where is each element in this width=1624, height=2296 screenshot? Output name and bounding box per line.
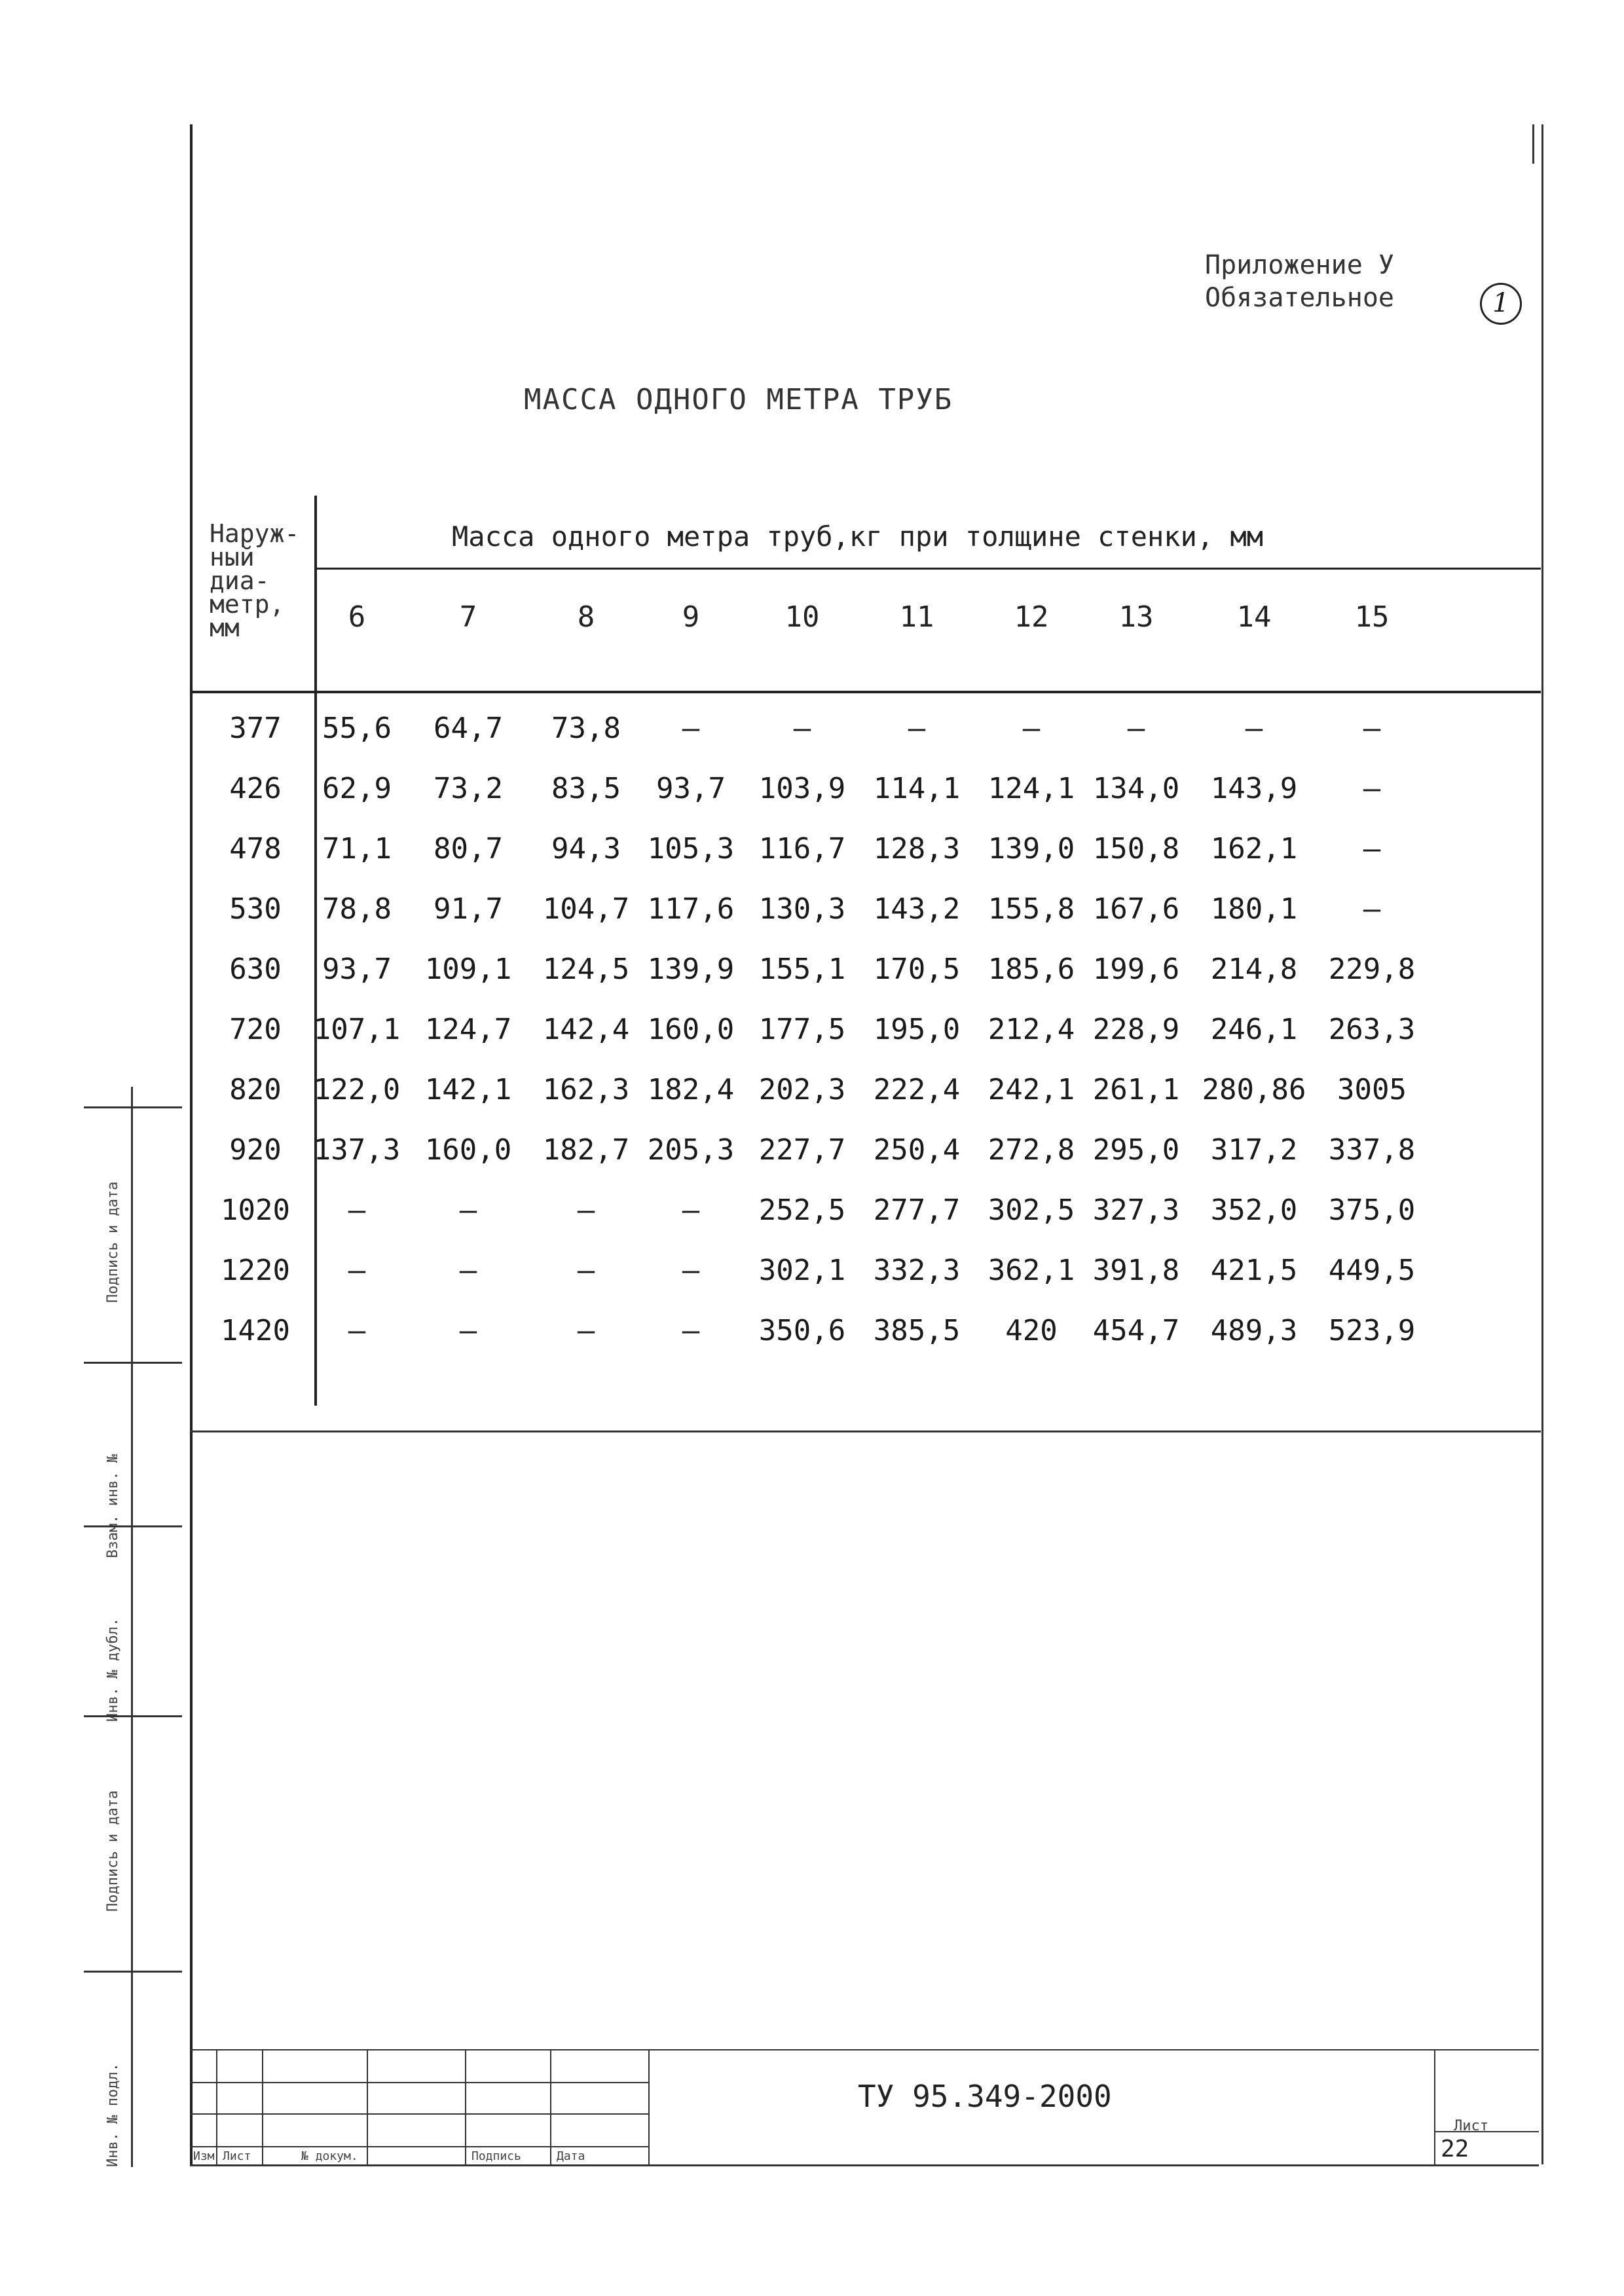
mass-cell: 177,5 — [758, 1013, 846, 1046]
title-block-caption: Изм — [193, 2149, 215, 2163]
mass-cell: – — [459, 1254, 477, 1287]
mass-cell: – — [793, 712, 811, 745]
mass-cell: 162,1 — [1210, 832, 1298, 866]
mass-cell: 62,9 — [322, 772, 392, 805]
side-stamp-label: Инв. № подл. — [105, 2063, 121, 2167]
mass-cell: 94,3 — [551, 832, 621, 866]
mass-cell: 302,5 — [987, 1194, 1075, 1227]
mass-cell: 137,3 — [313, 1133, 401, 1167]
table-row — [190, 892, 1541, 951]
mass-cell: 71,1 — [322, 832, 392, 866]
mass-cell: 182,4 — [647, 1073, 735, 1106]
mass-cell: 80,7 — [434, 832, 503, 866]
mass-cell: 124,7 — [424, 1013, 512, 1046]
mass-cell: 214,8 — [1210, 953, 1298, 986]
mass-cell: – — [682, 1194, 700, 1227]
mass-cell: 295,0 — [1092, 1133, 1180, 1167]
title-block-caption: Подпись — [471, 2149, 521, 2163]
mass-cell: 109,1 — [424, 953, 512, 986]
mass-cell: 78,8 — [322, 892, 392, 926]
mass-cell: 332,3 — [873, 1254, 961, 1287]
mass-cell: – — [348, 1254, 366, 1287]
mass-cell: – — [1363, 832, 1381, 866]
mass-cell: 142,4 — [542, 1013, 630, 1046]
mass-cell: 107,1 — [313, 1013, 401, 1046]
mass-cell: 317,2 — [1210, 1133, 1298, 1167]
mass-cell: 242,1 — [987, 1073, 1075, 1106]
frame-bottom-rule — [190, 2164, 1539, 2166]
diameter-cell: 820 — [229, 1073, 282, 1106]
mass-cell: 117,6 — [647, 892, 735, 926]
title-block-caption: Дата — [557, 2149, 585, 2163]
mass-cell: 128,3 — [873, 832, 961, 866]
diameter-cell: 530 — [229, 892, 282, 926]
diameter-cell: 720 — [229, 1013, 282, 1046]
thickness-header-cell: 14 — [1236, 600, 1272, 634]
mass-cell: 160,0 — [647, 1013, 735, 1046]
mass-cell: 142,1 — [424, 1073, 512, 1106]
thickness-header-cell: 12 — [1014, 600, 1049, 634]
table-header-bottom-rule — [190, 691, 1541, 693]
annex-circled-number: 1 — [1480, 283, 1522, 325]
mass-cell: – — [1022, 712, 1041, 745]
sheet-label: Лист — [1454, 2118, 1488, 2134]
diameter-column-header: Наруж-ный диа-метр, мм — [210, 519, 300, 642]
diameter-cell: 426 — [229, 772, 282, 805]
diameter-cell: 1420 — [221, 1314, 290, 1347]
mass-cell: 185,6 — [987, 953, 1075, 986]
mass-cell: – — [1363, 772, 1381, 805]
mass-cell: 229,8 — [1328, 953, 1416, 986]
table-row — [190, 1314, 1541, 1373]
mass-cell: 352,0 — [1210, 1194, 1298, 1227]
diameter-cell: 920 — [229, 1133, 282, 1167]
side-stamp-label: Взам. инв. № — [105, 1454, 121, 1558]
margin-tick — [1532, 124, 1534, 164]
diameter-cell: 1220 — [221, 1254, 290, 1287]
mass-cell: – — [577, 1254, 595, 1287]
mass-cell: 139,9 — [647, 953, 735, 986]
side-stamp-divider — [84, 1362, 182, 1364]
table-row — [190, 1194, 1541, 1252]
mass-cell: – — [682, 712, 700, 745]
mass-cell: – — [908, 712, 926, 745]
mass-cell: 277,7 — [873, 1194, 961, 1227]
side-stamp-divider — [84, 1525, 182, 1527]
mass-cell: 124,1 — [987, 772, 1075, 805]
mass-cell: 362,1 — [987, 1254, 1075, 1287]
mass-cell: 222,4 — [873, 1073, 961, 1106]
side-stamp-label: Инв. № дубл. — [105, 1618, 121, 1722]
table-header-rule — [316, 568, 1541, 570]
mass-cell: 143,2 — [873, 892, 961, 926]
annex-label — [1205, 249, 1394, 314]
table-row — [190, 832, 1541, 891]
mass-cell: 350,6 — [758, 1314, 846, 1347]
mass-cell: 327,3 — [1092, 1194, 1180, 1227]
mass-cell: – — [1127, 712, 1145, 745]
mass-cell: 391,8 — [1092, 1254, 1180, 1287]
mass-cell: 263,3 — [1328, 1013, 1416, 1046]
mass-cell: – — [348, 1314, 366, 1347]
annex-line-2: Обязательное — [1205, 283, 1394, 313]
mass-cell: – — [682, 1254, 700, 1287]
mass-cell: – — [459, 1314, 477, 1347]
mass-cell: – — [459, 1194, 477, 1227]
mass-cell: 180,1 — [1210, 892, 1298, 926]
table-row — [190, 772, 1541, 831]
mass-cell: 205,3 — [647, 1133, 735, 1167]
mass-cell: 73,8 — [551, 712, 621, 745]
annex-line-1: Приложение У — [1205, 250, 1394, 280]
table-row — [190, 1254, 1541, 1313]
mass-cell: 199,6 — [1092, 953, 1180, 986]
mass-cell: 250,4 — [873, 1133, 961, 1167]
table-row — [190, 712, 1541, 771]
mass-cell: 523,9 — [1328, 1314, 1416, 1347]
mass-cell: 421,5 — [1210, 1254, 1298, 1287]
page-title: МАССА ОДНОГО МЕТРА ТРУБ — [524, 383, 953, 416]
mass-cell: 420 — [1005, 1314, 1058, 1347]
mass-cell: 454,7 — [1092, 1314, 1180, 1347]
mass-cell: 116,7 — [758, 832, 846, 866]
side-stamp-label: Подпись и дата — [105, 1181, 121, 1303]
diameter-cell: 377 — [229, 712, 282, 745]
thickness-header-cell: 13 — [1118, 600, 1154, 634]
mass-cell: 212,4 — [987, 1013, 1075, 1046]
mass-cell: 261,1 — [1092, 1073, 1180, 1106]
sheet-number: 22 — [1441, 2136, 1469, 2162]
mass-cell: 139,0 — [987, 832, 1075, 866]
mass-cell: 91,7 — [434, 892, 503, 926]
diameter-cell: 478 — [229, 832, 282, 866]
thickness-header-cell: 10 — [784, 600, 820, 634]
mass-cell: 73,2 — [434, 772, 503, 805]
mass-cell: 385,5 — [873, 1314, 961, 1347]
side-stamp-divider — [84, 1971, 182, 1973]
mass-cell: 93,7 — [656, 772, 726, 805]
mass-cell: 162,3 — [542, 1073, 630, 1106]
mass-cell: 124,5 — [542, 953, 630, 986]
mass-cell: 280,86 — [1202, 1073, 1306, 1106]
thickness-span-header: Масса одного метра труб,кг при толщине стенки, мм — [452, 520, 1264, 553]
mass-cell: – — [1363, 892, 1381, 926]
mass-cell: 167,6 — [1092, 892, 1180, 926]
thickness-header-cell: 15 — [1354, 600, 1390, 634]
mass-cell: 227,7 — [758, 1133, 846, 1167]
title-block-caption: № докум. — [301, 2149, 358, 2163]
mass-cell: 155,8 — [987, 892, 1075, 926]
side-stamp-divider — [84, 1715, 182, 1717]
document-code: ТУ 95.349-2000 — [858, 2079, 1112, 2114]
thickness-header-cell: 9 — [682, 600, 700, 634]
mass-cell: 143,9 — [1210, 772, 1298, 805]
side-stamp-label: Подпись и дата — [105, 1790, 121, 1912]
mass-cell: – — [577, 1194, 595, 1227]
mass-cell: 449,5 — [1328, 1254, 1416, 1287]
side-stamp-divider — [84, 1106, 182, 1108]
diameter-cell: 630 — [229, 953, 282, 986]
mass-cell: 489,3 — [1210, 1314, 1298, 1347]
mass-cell: – — [1363, 712, 1381, 745]
diameter-cell: 1020 — [221, 1194, 290, 1227]
mass-cell: – — [682, 1314, 700, 1347]
mass-cell: 83,5 — [551, 772, 621, 805]
mass-cell: 150,8 — [1092, 832, 1180, 866]
table-row — [190, 1013, 1541, 1072]
mass-cell: 93,7 — [322, 953, 392, 986]
mass-cell: 103,9 — [758, 772, 846, 805]
side-stamp-rule — [131, 1087, 133, 2167]
mass-cell: 246,1 — [1210, 1013, 1298, 1046]
mass-cell: 337,8 — [1328, 1133, 1416, 1167]
mass-cell: 272,8 — [987, 1133, 1075, 1167]
mass-cell: 195,0 — [873, 1013, 961, 1046]
mass-cell: 134,0 — [1092, 772, 1180, 805]
mass-cell: 55,6 — [322, 712, 392, 745]
mass-cell: 202,3 — [758, 1073, 846, 1106]
mass-cell: – — [348, 1194, 366, 1227]
mass-cell: 104,7 — [542, 892, 630, 926]
mass-cell: 375,0 — [1328, 1194, 1416, 1227]
mass-cell: 105,3 — [647, 832, 735, 866]
mass-cell: 160,0 — [424, 1133, 512, 1167]
mass-cell: – — [1245, 712, 1263, 745]
mass-cell: 114,1 — [873, 772, 961, 805]
mass-cell: 122,0 — [313, 1073, 401, 1106]
table-row — [190, 1073, 1541, 1132]
table-bottom-rule — [190, 1430, 1541, 1432]
mass-cell: 302,1 — [758, 1254, 846, 1287]
thickness-header-cell: 11 — [899, 600, 934, 634]
mass-cell: 182,7 — [542, 1133, 630, 1167]
mass-cell: 170,5 — [873, 953, 961, 986]
mass-cell: 155,1 — [758, 953, 846, 986]
mass-cell: 252,5 — [758, 1194, 846, 1227]
thickness-header-cell: 8 — [577, 600, 595, 634]
mass-cell: 130,3 — [758, 892, 846, 926]
title-block-caption: Лист — [223, 2149, 251, 2163]
mass-cell: 228,9 — [1092, 1013, 1180, 1046]
thickness-header-cell: 6 — [348, 600, 366, 634]
mass-cell: 64,7 — [434, 712, 503, 745]
mass-cell: – — [577, 1314, 595, 1347]
table-row — [190, 953, 1541, 1011]
thickness-header-cell: 7 — [459, 600, 477, 634]
mass-cell: 3005 — [1337, 1073, 1407, 1106]
table-row — [190, 1133, 1541, 1192]
